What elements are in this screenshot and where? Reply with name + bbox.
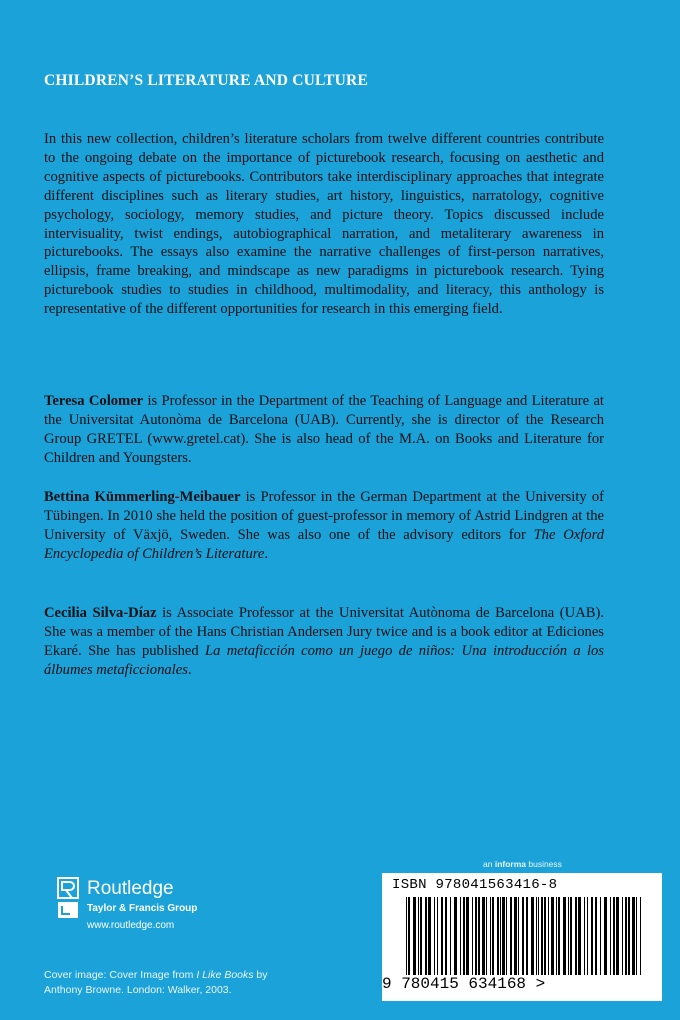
barcode-bars [392, 897, 652, 975]
barcode-bar [425, 897, 427, 975]
barcode-bar [575, 897, 577, 975]
barcode-bar [536, 897, 537, 975]
book-title: The Oxford Encyclopedia of Children’s Literature [44, 526, 605, 562]
cover-credit-title: I Like Books [196, 969, 254, 981]
barcode-bar [486, 897, 487, 975]
author-bio-kummerling: Bettina Kümmerling-Meibauer is Professor in the German Department at the University of Tübingen. In 2010 she held the position of guest-professor in memory of Astrid Lindgren at the University of Växjö, Sweden. She was also one of the advisory editors for The Oxford Encyclopedia of Children’s Literature. [44, 489, 605, 562]
barcode-bar [544, 897, 546, 975]
barcode-bar [454, 897, 457, 975]
barcode-bar [548, 897, 549, 975]
barcode-bar [518, 897, 519, 975]
barcode-bar [595, 897, 597, 975]
barcode-bar [563, 897, 566, 975]
barcode-bar [482, 897, 485, 975]
barcode-bar [584, 897, 585, 975]
barcode-bar [568, 897, 569, 975]
barcode-bar [556, 897, 557, 975]
cover-credit: Cover image: Cover Image from I Like Books by Anthony Browne. London: Walker, 2003. [44, 969, 268, 996]
barcode-bar [522, 897, 524, 975]
barcode-bar [420, 897, 422, 975]
barcode-bar [578, 897, 581, 975]
barcode-bar [450, 897, 451, 975]
barcode-bar [406, 897, 407, 975]
barcode-bar [622, 897, 623, 975]
publisher-url: www.routledge.com [87, 920, 175, 931]
barcode-bar [600, 897, 601, 975]
barcode-bar [610, 897, 611, 975]
barcode-bar [628, 897, 630, 975]
publisher-name: Routledge [87, 878, 174, 899]
barcode-bar [475, 897, 477, 975]
barcode-bar [632, 897, 635, 975]
barcode-bar [441, 897, 443, 975]
barcode-bar [408, 897, 410, 975]
author-bio-text: is Professor in the Department of the Teaching of Language and Literature at the Universitat Autonòma de Barcelona (UAB). Currently, she is director of the Research Group GRETEL (www.gretel.cat). She is also head of the M.A. on Books and Literature for Children and Youngsters. [44, 393, 604, 466]
barcode-bar [418, 897, 419, 975]
author-name: Bettina Kümmerling-Meibauer [44, 489, 241, 505]
barcode-bar [613, 897, 615, 975]
barcode-bar [538, 897, 539, 975]
barcode-bar [492, 897, 494, 975]
barcode-bar [478, 897, 480, 975]
author-bio-colomer [44, 392, 604, 468]
isbn-label: ISBN 978041563416-8 [392, 877, 558, 893]
isbn-digits: 9 780415 634168 > [382, 975, 546, 993]
barcode-bar [472, 897, 473, 975]
barcode-bar [551, 897, 554, 975]
publisher-block [56, 876, 236, 936]
isbn-barcode [382, 873, 662, 1001]
barcode-bar [497, 897, 499, 975]
publisher-group: Taylor & Francis Group [87, 903, 198, 914]
barcode-bar [531, 897, 534, 975]
barcode-bar [587, 897, 588, 975]
barcode-bar [463, 897, 465, 975]
series-title: CHILDREN’S LITERATURE AND CULTURE [44, 72, 368, 89]
barcode-bar [428, 897, 431, 975]
barcode-bar [510, 897, 512, 975]
barcode-bar [616, 897, 619, 975]
author-bio-silva-diaz: Cecilia Silva-Díaz is Associate Professor at the Universitat Autònoma de Barcelona (UAB). She was a member of the Hans Christian Andersen Jury twice and is a book editor at Ediciones Ekaré. She has published La metaficción como un juego de niños: Una introducción a los álbumes metaficcionales. [44, 605, 604, 678]
informa-label: an informa business [483, 859, 562, 869]
barcode-bar [466, 897, 469, 975]
author-bio-text: is Associate Professor at the Universitat Autònoma de Barcelona (UAB). She was a member of the Hans Christian Andersen Jury twice and is a book editor at Ediciones Ekaré. She has published [44, 605, 604, 659]
barcode-bar [640, 897, 641, 975]
barcode-bar [570, 897, 572, 975]
barcode-bar [502, 897, 505, 975]
book-title: La metaficción como un juego de niños: Una introducción a los álbumes metaficcionales [44, 642, 604, 678]
barcode-bar [434, 897, 435, 975]
barcode-bar [625, 897, 627, 975]
barcode-bar [558, 897, 560, 975]
author-name: Teresa Colomer [44, 393, 144, 409]
barcode-bar [437, 897, 438, 975]
barcode-bar [541, 897, 543, 975]
routledge-logo-icon [56, 876, 80, 920]
barcode-bar [490, 897, 491, 975]
blurb-paragraph: In this new collection, children’s literature scholars from twelve different countries contribute to the ongoing debate on the importance of picturebook research, focusing on aesthetic and cognitive aspects of picturebooks. Contributors take interdisciplinary approaches that integrate different disciplines such as literary studies, art history, linguistics, narratology, cognitive psychology, sociology, memory studies, and picture theory. Topics discussed include intervisuality, twist endings, autobiographical narration, and metaliterary awareness in picturebooks. The essays also examine the narrative challenges of first-person narratives, ellipsis, frame breaking, and mindscape as new paradigms in picturebook research. Tying picturebook studies to studies in childhood, multimodality, and literacy, this anthology is representative of the different opportunities for research in this emerging field. [44, 131, 604, 318]
barcode-bar [591, 897, 593, 975]
barcode-bar [514, 897, 517, 975]
barcode-bar [460, 897, 461, 975]
author-bio-text: is Professor in the German Department at the University of Tübingen. In 2010 she held the position of guest-professor in memory of Astrid Lindgren at the University of Växjö, Sweden. She was also one of the advisory editors for [44, 489, 604, 543]
barcode-bar [445, 897, 447, 975]
barcode-bar [526, 897, 528, 975]
barcode-bar [604, 897, 607, 975]
author-name: Cecilia Silva-Díaz [44, 605, 157, 621]
barcode-bar [500, 897, 501, 975]
barcode-bar [506, 897, 507, 975]
barcode-bar [413, 897, 416, 975]
barcode-bar [636, 897, 637, 975]
